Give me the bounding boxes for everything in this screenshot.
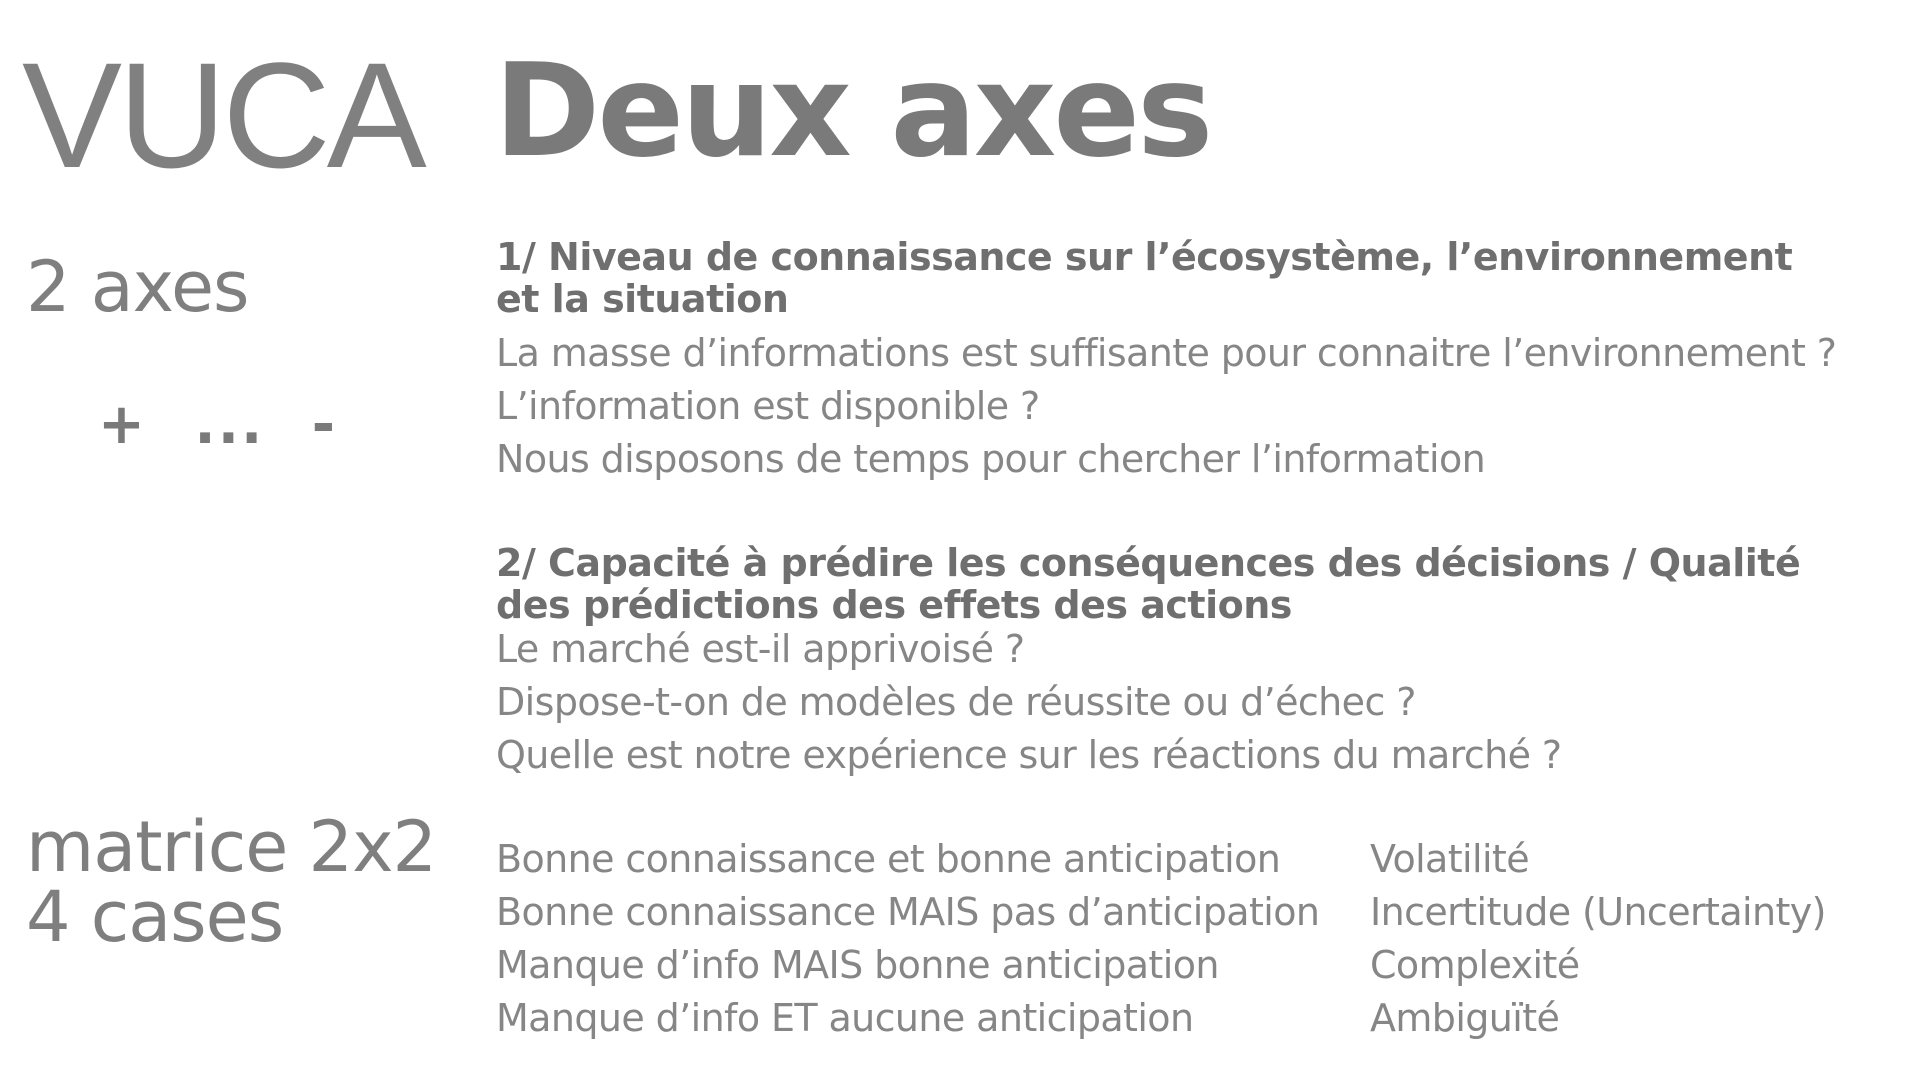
matrix-label-complexity: Complexité [1370,943,1580,987]
matrix-label-volatility: Volatilité [1370,837,1529,881]
cases-count-label: 4 cases [26,876,284,958]
matrix-label: matrice 2x2 [26,806,437,888]
axis1-line: La masse d’informations est suffisante pour connaitre l’environnement ? [496,331,1837,375]
axis2-line: Quelle est notre expérience sur les réactions du marché ? [496,733,1562,777]
page-title: Deux axes [494,37,1211,186]
matrix-label-ambiguity: Ambiguïté [1370,996,1560,1040]
axis1-line: L’information est disponible ? [496,384,1040,428]
matrix-case: Bonne connaissance et bonne anticipation [496,837,1281,881]
axis2-line: Le marché est-il apprivoisé ? [496,627,1025,671]
matrix-case: Manque d’info MAIS bonne anticipation [496,943,1219,987]
axis1-heading: 1/ Niveau de connaissance sur l’écosystème, l’environnement et la situation [496,235,1793,321]
axis1-line: Nous disposons de temps pour chercher l’information [496,437,1486,481]
axis2-heading: 2/ Capacité à prédire les conséquences des décisions / Qualité des prédictions des effets des actions [496,541,1801,627]
axis2-line: Dispose-t-on de modèles de réussite ou d’échec ? [496,680,1416,724]
scale-indicator: + ... - [98,392,337,457]
axes-count-label: 2 axes [26,246,249,328]
matrix-case: Bonne connaissance MAIS pas d’anticipation [496,890,1320,934]
matrix-case: Manque d’info ET aucune anticipation [496,996,1194,1040]
acronym-title: VUCA [22,31,423,199]
matrix-label-uncertainty: Incertitude (Uncertainty) [1370,890,1826,934]
